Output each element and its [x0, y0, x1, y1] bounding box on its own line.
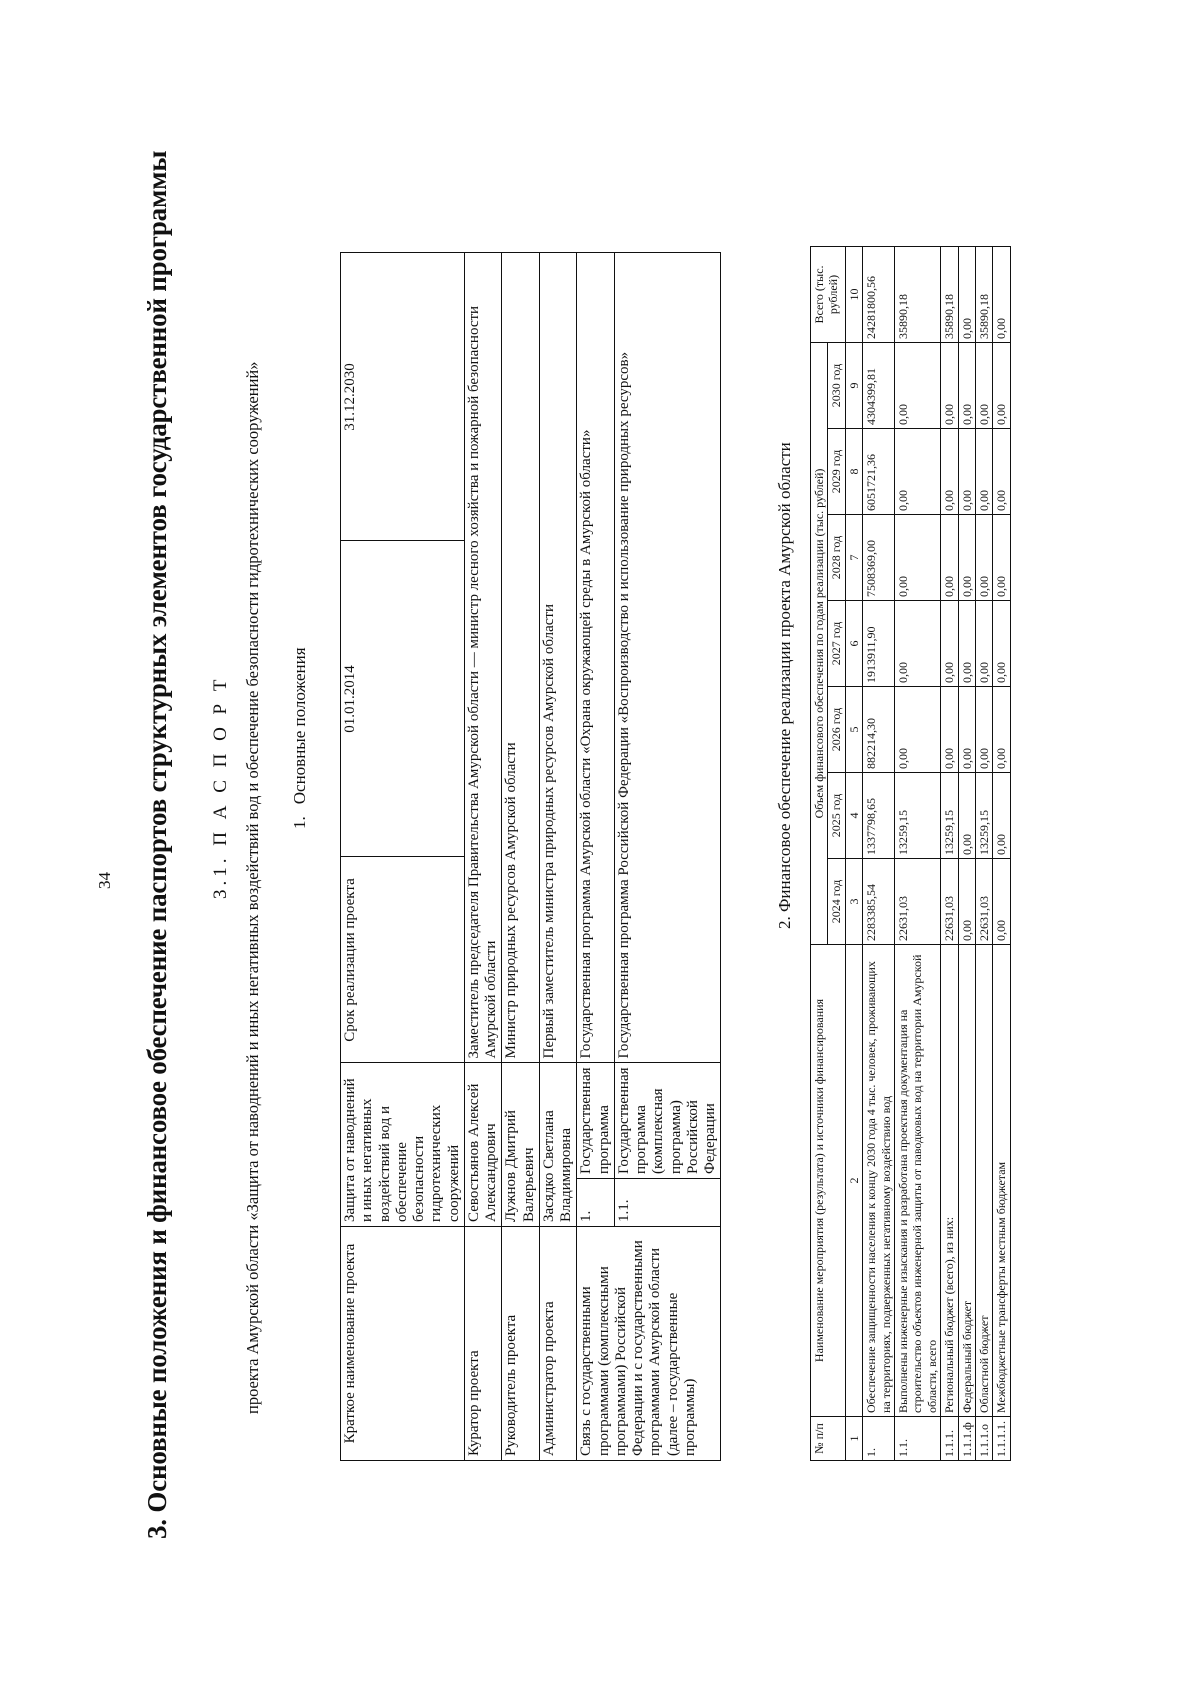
value-cell: 0,00: [958, 859, 975, 945]
header-year: 2026 год: [828, 687, 845, 773]
admin-label: Администратор проекта: [539, 1227, 577, 1461]
header-year: 2027 год: [828, 601, 845, 687]
value-cell: 0,00: [941, 343, 958, 429]
value-cell: 0,00: [975, 601, 992, 687]
value-cell: 13259,15: [975, 773, 992, 859]
table-row: [941, 247, 958, 1461]
section1-title: [290, 647, 310, 829]
value-cell: 13259,15: [894, 773, 940, 859]
table-row: [958, 247, 975, 1461]
row-num: 1.1.1.о: [975, 1417, 992, 1461]
value-cell: 0,00: [993, 773, 1010, 859]
header-name: Наименование мероприятия (результата) и источники финансирования: [811, 945, 846, 1417]
table-header-row: [811, 247, 828, 1461]
header-year: 2030 год: [828, 343, 845, 429]
row-num: 1.1.1.ф: [958, 1417, 975, 1461]
row-num: 1.1.1.1.: [993, 1417, 1010, 1461]
column-index: 8: [845, 429, 862, 515]
column-index: 9: [845, 343, 862, 429]
value-cell: 0,00: [894, 601, 940, 687]
table-row: [502, 253, 540, 1461]
curator-name: Севостьянов Алексей Александрович: [464, 1063, 502, 1227]
main-title: 3. Основные положения и финансовое обеспечение паспортов структурных элементов государственной программы: [142, 150, 172, 1539]
total-cell: 35890,18: [941, 247, 958, 343]
admin-position: Первый заместитель министра природных ресурсов Амурской области: [539, 253, 577, 1063]
value-cell: 22631,03: [975, 859, 992, 945]
table-row: [894, 247, 940, 1461]
row-num: 1.: [863, 1417, 895, 1461]
term-start: 01.01.2014: [341, 541, 465, 857]
header-num: № п/п: [811, 1417, 846, 1461]
header-total: Всего (тыс. рублей): [811, 247, 846, 343]
header-year: 2024 год: [828, 859, 845, 945]
value-cell: 0,00: [894, 515, 940, 601]
total-cell: 35890,18: [975, 247, 992, 343]
value-cell: 13259,15: [941, 773, 958, 859]
value-cell: 882214,30: [863, 687, 895, 773]
row-name: Обеспечение защищенности населения к концу 2030 года 4 тыс. человек, проживающих на территориях, подверженных негативному воздействию вод: [863, 945, 895, 1417]
value-cell: 4304399,81: [863, 343, 895, 429]
value-cell: 0,00: [958, 687, 975, 773]
value-cell: 0,00: [993, 859, 1010, 945]
table-row: [975, 247, 992, 1461]
program-link-type: Государственная программа (комплексная программа) Российской Федерации: [614, 1063, 721, 1179]
value-cell: 22631,03: [941, 859, 958, 945]
value-cell: 0,00: [993, 601, 1010, 687]
value-cell: 0,00: [941, 515, 958, 601]
value-cell: 0,00: [894, 429, 940, 515]
value-cell: 0,00: [941, 601, 958, 687]
row-num: 1.1.1.: [941, 1417, 958, 1461]
value-cell: 1913911,90: [863, 601, 895, 687]
row-name: Выполнены инженерные изыскания и разработана проектная документация на строительство объектов инженерной защиты от паводковых вод на территории Амурской области, всего: [894, 945, 940, 1417]
term-end: 31.12.2030: [341, 253, 465, 541]
value-cell: 0,00: [975, 687, 992, 773]
admin-name: Засядко Светлана Владимировна: [539, 1063, 577, 1227]
value-cell: 0,00: [941, 687, 958, 773]
program-link-num: 1.1.: [614, 1179, 721, 1227]
passport-subtitle: проекта Амурской области «Защита от наводнений и иных негативных воздействий вод и обеспечение безопасности гидротехнических сооружений»: [243, 361, 262, 1414]
total-cell: 0,00: [993, 247, 1010, 343]
table-row: [993, 247, 1010, 1461]
column-index: 1: [845, 1417, 862, 1461]
row-num: 1.1.: [894, 1417, 940, 1461]
total-cell: 0,00: [958, 247, 975, 343]
value-cell: 22631,03: [894, 859, 940, 945]
column-index: 6: [845, 601, 862, 687]
curator-label: Куратор проекта: [464, 1227, 502, 1461]
term-label: Срок реализации проекта: [341, 857, 465, 1063]
row-name: Региональный бюджет (всего), из них:: [941, 945, 958, 1417]
header-year: 2025 год: [828, 773, 845, 859]
value-cell: 0,00: [958, 429, 975, 515]
header-volume: Объем финансового обеспечения по годам реализации (тыс. рублей): [811, 343, 828, 945]
column-index: 7: [845, 515, 862, 601]
row-name: Межбюджетные трансферты местным бюджетам: [993, 945, 1010, 1417]
value-cell: 0,00: [993, 343, 1010, 429]
value-cell: 2283385,54: [863, 859, 895, 945]
value-cell: 0,00: [894, 343, 940, 429]
page-number: 34: [95, 872, 114, 889]
passport-title: 3.1. П А С П О Р Т: [210, 675, 231, 899]
header-year: 2028 год: [828, 515, 845, 601]
column-index-row: [845, 247, 862, 1461]
value-cell: 0,00: [993, 687, 1010, 773]
value-cell: 0,00: [975, 515, 992, 601]
value-cell: 0,00: [958, 601, 975, 687]
program-link-type: Государственная программа: [577, 1063, 615, 1179]
table-row: [863, 247, 895, 1461]
curator-position: Заместитель председателя Правительства Амурской области — министр лесного хозяйства и пожарной безопасности Амурской области: [464, 253, 502, 1063]
row-name: Областной бюджет: [975, 945, 992, 1417]
short-name-value: Защита от наводнений и иных негативных воздействий вод и обеспечение безопасности гидротехнических сооружений: [341, 1063, 465, 1227]
value-cell: 0,00: [958, 515, 975, 601]
column-index: 5: [845, 687, 862, 773]
section1-label: Основные положения: [290, 647, 309, 805]
value-cell: 0,00: [993, 429, 1010, 515]
table-row: [577, 253, 615, 1461]
value-cell: 0,00: [993, 515, 1010, 601]
program-link-num: 1.: [577, 1179, 615, 1227]
value-cell: 0,00: [941, 429, 958, 515]
value-cell: 0,00: [894, 687, 940, 773]
column-index: 10: [845, 247, 862, 343]
leader-position: Министр природных ресурсов Амурской области: [502, 253, 540, 1063]
value-cell: 0,00: [975, 343, 992, 429]
program-link-name: Государственная программа Амурской области «Охрана окружающей среды в Амурской области»: [577, 253, 615, 1063]
short-name-label: Краткое наименование проекта: [341, 1227, 465, 1461]
column-index: 4: [845, 773, 862, 859]
table-row: [341, 253, 465, 1461]
total-cell: 24281800,56: [863, 247, 895, 343]
program-link-label: Связь с государственными программами (комплексными программами) Российской Федерации и с государственными программами Амурской области (далее – государственные программы): [577, 1227, 721, 1461]
value-cell: 0,00: [958, 773, 975, 859]
section1-number: 1.: [290, 816, 309, 829]
value-cell: 0,00: [975, 429, 992, 515]
column-index: 3: [845, 859, 862, 945]
value-cell: 1337798,65: [863, 773, 895, 859]
value-cell: 7508369,00: [863, 515, 895, 601]
total-cell: 35890,18: [894, 247, 940, 343]
row-name: Федеральный бюджет: [958, 945, 975, 1417]
table-row: [464, 253, 502, 1461]
program-link-name: Государственная программа Российской Федерации «Воспроизводство и использование природных ресурсов»: [614, 253, 721, 1063]
column-index: 2: [845, 945, 862, 1417]
header-year: 2029 год: [828, 429, 845, 515]
value-cell: 6051721,36: [863, 429, 895, 515]
financing-table: [810, 246, 1011, 1461]
table-row: [539, 253, 577, 1461]
leader-label: Руководитель проекта: [502, 1227, 540, 1461]
basic-provisions-table: [340, 252, 721, 1461]
value-cell: 0,00: [958, 343, 975, 429]
section2-title: 2. Финансовое обеспечение реализации проекта Амурской области: [775, 442, 794, 929]
leader-name: Лужнов Дмитрий Валерьевич: [502, 1063, 540, 1227]
